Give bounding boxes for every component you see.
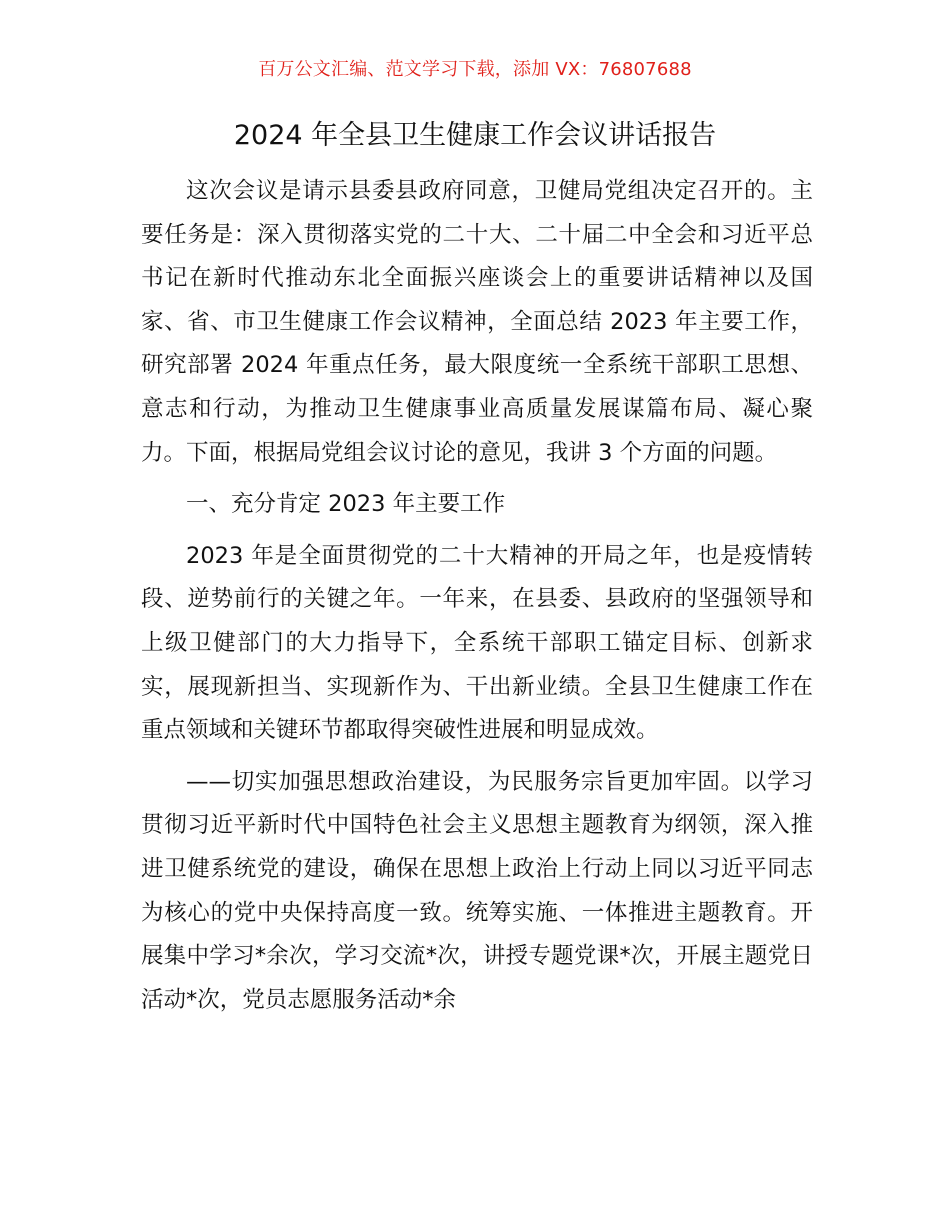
paragraph-ideology-building: ——切实加强思想政治建设，为民服务宗旨更加牢固。以学习贯彻习近平新时代中国特色社会主义思想主题教育为纲领，深入推进卫健系统党的建设，确保在思想上政治上行动上同以习近平同志为核心的党中央保持高度一致。统筹实施、一体推进主题教育。开展集中学习*余次，学习交流*次，讲授专题党课*次，开展主题党日活动*次，党员志愿服务活动*余	[141, 768, 813, 1013]
header-banner: 百万公文汇编、范文学习下载，添加 VX：76807688	[258, 59, 692, 80]
paragraph-intro: 这次会议是请示县委县政府同意，卫健局党组决定召开的。主要任务是：深入贯彻落实党的二十大、二十届二中全会和习近平总书记在新时代推动东北全面振兴座谈会上的重要讲话精神以及国家、省、市卫生健康工作会议精神，全面总结 2023 年主要工作，研究部署 2024 年重点任务，最大限度统一全系统干部职工思想、意志和行动，为推动卫生健康事业高质量发展谋篇布局、凝心聚力。下面，根据局党组会议讨论的意见，我讲 3 个方面的问题。	[141, 178, 813, 466]
document-body	[141, 170, 813, 1030]
section-heading-1: 一、充分肯定 2023 年主要工作	[186, 491, 506, 518]
document-title: 2024 年全县卫生健康工作会议讲话报告	[233, 120, 717, 151]
paragraph-2023-overview: 2023 年是全面贯彻党的二十大精神的开局之年，也是疫情转段、逆势前行的关键之年。一年来，在县委、县政府的坚强领导和上级卫健部门的大力指导下，全系统干部职工锚定目标、创新求实，展现新担当、实现新作为、干出新业绩。全县卫生健康工作在重点领域和关键环节都取得突破性进展和明显成效。	[141, 542, 813, 744]
